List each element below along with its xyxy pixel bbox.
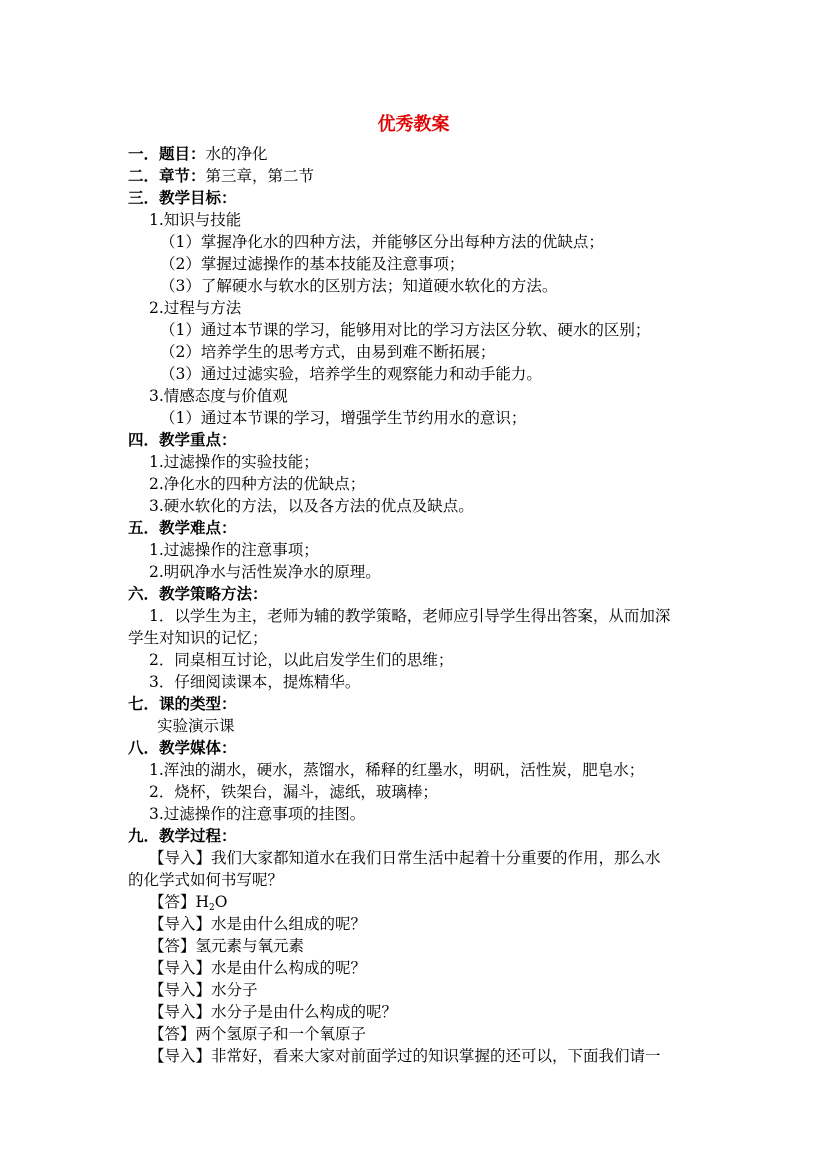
doc-line <box>128 166 314 186</box>
formula-tail: O <box>214 893 228 911</box>
doc-line <box>160 232 604 252</box>
page-title: 优秀教案 <box>377 114 450 135</box>
doc-line <box>149 1024 366 1044</box>
doc-line <box>160 320 650 340</box>
line-text: （3）通过过滤实验，培养学生的观察能力和动手能力。 <box>160 365 542 383</box>
doc-line <box>160 342 495 362</box>
line-text: 1．以学生为主，老师为辅的教学策略，老师应引导学生得出答案，从而加深 <box>149 607 671 625</box>
section-heading: 四．教学重点： <box>128 430 237 449</box>
line-text: 2.明矾净水与活性炭净水的原理。 <box>149 563 381 581</box>
section-heading: 六．教学策略方法： <box>128 584 268 603</box>
doc-line <box>128 826 237 846</box>
doc-line <box>149 958 366 978</box>
doc-line <box>128 144 268 164</box>
line-text: 【导入】我们大家都知道水在我们日常生活中起着十分重要的作用，那么水 <box>149 849 661 867</box>
line-text: 【导入】水是由什么构成的呢？ <box>149 959 367 977</box>
line-text: （1）通过本节课的学习，增强学生节约用水的意识； <box>160 409 527 427</box>
doc-line <box>149 914 366 934</box>
section-heading: 七．课的类型： <box>128 694 237 713</box>
doc-line <box>157 716 235 736</box>
line-text: （2）掌握过滤操作的基本技能及注意事项； <box>160 255 465 273</box>
line-text: （1）掌握净化水的四种方法，并能够区分出每种方法的优缺点； <box>160 233 604 251</box>
doc-line <box>149 606 670 626</box>
line-text: 第三章，第二节 <box>205 167 315 185</box>
line-text: （2）培养学生的思考方式，由易到难不断拓展； <box>160 343 496 361</box>
line-text: 2.净化水的四种方法的优缺点； <box>149 475 366 493</box>
doc-line <box>128 738 237 758</box>
formula-subscript: 2 <box>209 903 215 913</box>
doc-line <box>128 518 237 538</box>
doc-line <box>149 496 474 516</box>
doc-line <box>149 298 241 318</box>
line-text: （3）了解硬水与软水的区别方法；知道硬水软化的方法。 <box>160 277 558 295</box>
section-heading: 三．教学目标： <box>128 188 237 207</box>
line-text: 水的净化 <box>205 145 268 163</box>
line-text: 的化学式如何书写呢？ <box>128 871 284 889</box>
line-text: 实验演示课 <box>157 717 235 735</box>
doc-line <box>128 188 237 208</box>
doc-line <box>149 760 644 780</box>
doc-line <box>149 1002 397 1022</box>
line-text: 2.过程与方法 <box>149 299 242 317</box>
line-text: 【导入】非常好，看来大家对前面学过的知识掌握的还可以，下面我们请一 <box>149 1047 661 1065</box>
line-text: 【答】氢元素与氧元素 <box>149 937 305 955</box>
doc-line <box>149 386 288 406</box>
section-heading: 九．教学过程： <box>128 826 237 845</box>
doc-line <box>149 1046 661 1066</box>
doc-line <box>149 980 258 1000</box>
line-text: 1.过滤操作的注意事项； <box>149 541 319 559</box>
doc-line <box>128 870 283 890</box>
line-text: 1.浑浊的湖水，硬水，蒸馏水，稀释的红墨水，明矾，活性炭，肥皂水； <box>149 761 645 779</box>
line-text: 2．烧杯，铁架台，漏斗，滤纸，玻璃棒； <box>149 783 438 801</box>
line-text: 3.情感态度与价值观 <box>149 387 288 405</box>
doc-line <box>149 562 381 582</box>
doc-line <box>149 540 319 560</box>
doc-line <box>128 430 237 450</box>
line-text: 2．同桌相互讨论，以此启发学生们的思维； <box>149 651 454 669</box>
doc-line <box>128 694 237 714</box>
line-text: 3．仔细阅读课本，提炼精华。 <box>149 673 361 691</box>
doc-line <box>149 936 304 956</box>
section-heading: 五．教学难点： <box>128 518 237 537</box>
doc-line <box>160 364 542 384</box>
line-text: 【答】两个氢原子和一个氧原子 <box>149 1025 367 1043</box>
doc-line <box>149 672 360 692</box>
section-heading: 八．教学媒体： <box>128 738 237 757</box>
line-text: 【导入】水是由什么组成的呢？ <box>149 915 367 933</box>
doc-line <box>149 782 438 802</box>
line-text: 学生对知识的记忆； <box>128 629 268 647</box>
line-text: 1.过滤操作的实验技能； <box>149 453 319 471</box>
line-text: 1.知识与技能 <box>149 211 242 229</box>
line-text: 【答】H <box>149 893 210 911</box>
section-heading: 一．题目： <box>128 144 206 163</box>
doc-line <box>149 452 319 472</box>
line-text: 3.硬水软化的方法，以及各方法的优点及缺点。 <box>149 497 474 515</box>
line-text: 3.过滤操作的注意事项的挂图。 <box>149 805 366 823</box>
doc-line <box>149 804 365 824</box>
doc-line <box>128 628 268 648</box>
doc-line <box>149 650 453 670</box>
line-text: （1）通过本节课的学习，能够用对比的学习方法区分软、硬水的区别； <box>160 321 651 339</box>
doc-line <box>160 254 464 274</box>
doc-line <box>128 584 268 604</box>
doc-line <box>160 408 526 428</box>
doc-line <box>149 474 365 494</box>
line-text: 【导入】水分子是由什么构成的呢？ <box>149 1003 398 1021</box>
doc-line <box>160 276 557 296</box>
line-text: 【导入】水分子 <box>149 981 258 999</box>
doc-line <box>149 848 661 868</box>
section-heading: 二．章节： <box>128 166 206 185</box>
doc-line <box>149 210 241 230</box>
